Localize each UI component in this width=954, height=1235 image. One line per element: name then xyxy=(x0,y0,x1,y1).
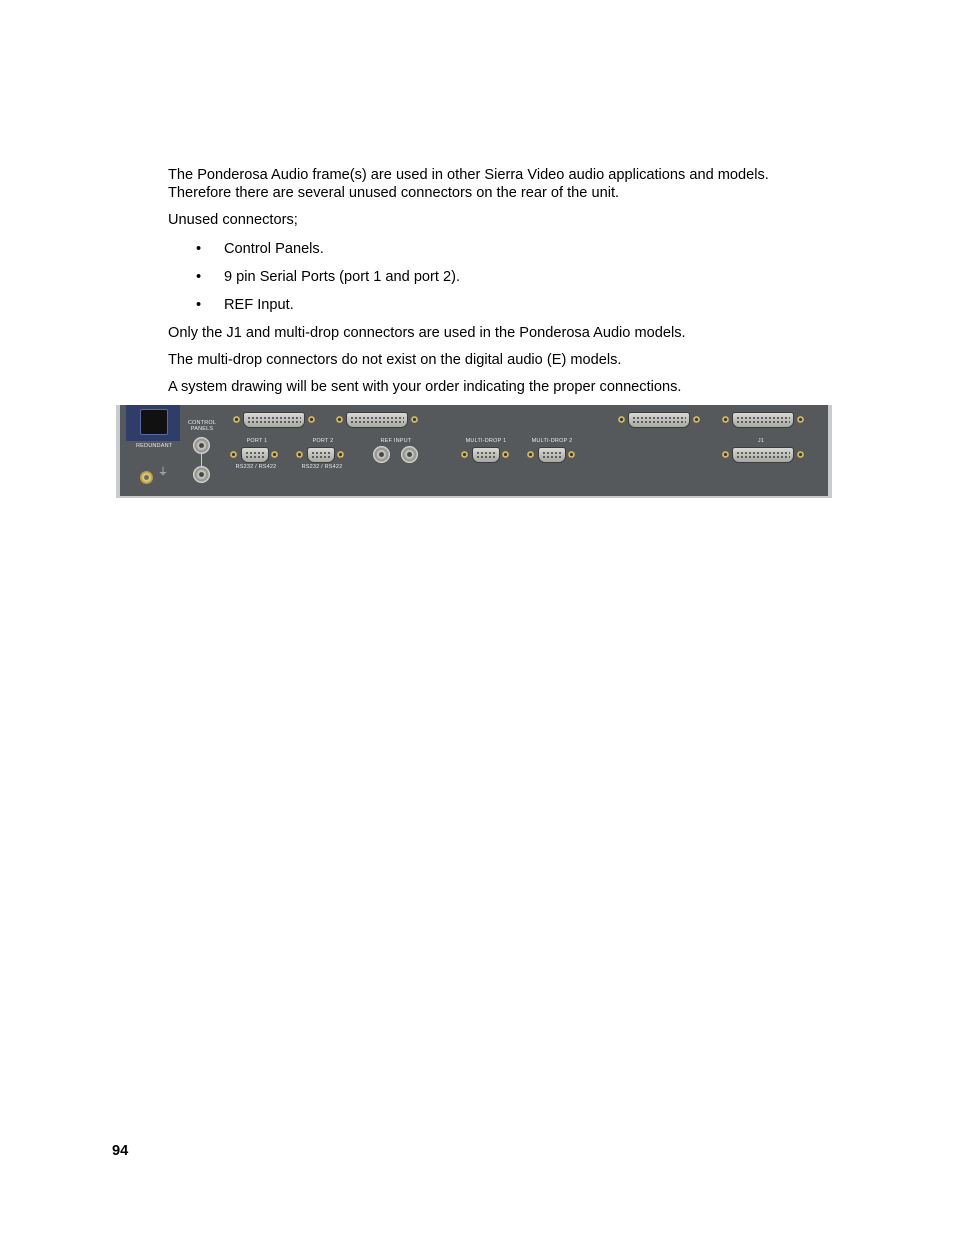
page-number: 94 xyxy=(112,1143,129,1159)
paragraph-digital-models: The multi-drop connectors do not exist on the digital audio (E) models. xyxy=(168,352,622,368)
ground-icon: ⏚ xyxy=(158,467,169,478)
input-connector xyxy=(732,412,794,428)
power-inlet xyxy=(126,405,180,441)
paragraph-system-drawing: A system drawing will be sent with your order indicating the proper connections. xyxy=(168,379,682,395)
j1-label: J1 xyxy=(757,438,765,444)
ground-terminal xyxy=(140,471,153,484)
port2-connector xyxy=(307,447,335,463)
multidrop2-label: MULTI-DROP 2 xyxy=(531,438,573,444)
control-panel-connector xyxy=(193,437,210,454)
bullet-marker: • xyxy=(196,241,202,257)
bullet-ref-input: REF Input. xyxy=(224,297,294,313)
paragraph-intro-line2: Therefore there are several unused connectors on the rear of the unit. xyxy=(168,185,620,201)
ref-input-connector xyxy=(373,446,390,463)
redundant-label: REDUNDANT xyxy=(136,443,173,449)
port2-label: PORT 2 xyxy=(312,438,334,444)
paragraph-intro-line1: The Ponderosa Audio frame(s) are used in other Sierra Video audio applications and models. xyxy=(168,167,769,183)
bullet-serial-ports: 9 pin Serial Ports (port 1 and port 2). xyxy=(224,269,461,285)
paragraph-j1-multidrop: Only the J1 and multi-drop connectors are used in the Ponderosa Audio models. xyxy=(168,325,686,341)
multidrop1-label: MULTI-DROP 1 xyxy=(465,438,507,444)
control-panels-label: CONTROL PANELS xyxy=(187,420,217,432)
rear-panel-image xyxy=(116,405,832,498)
input-connector xyxy=(628,412,690,428)
multidrop2-connector xyxy=(538,447,566,463)
ref-input-connector xyxy=(401,446,418,463)
control-panel-connector xyxy=(193,466,210,483)
paragraph-unused-connectors: Unused connectors; xyxy=(168,212,298,228)
multidrop1-connector xyxy=(472,447,500,463)
input-connector xyxy=(346,412,408,428)
port2-sub-label: RS232 / RS422 xyxy=(301,464,343,470)
bullet-marker: • xyxy=(196,269,202,285)
input-connector xyxy=(243,412,305,428)
port1-label: PORT 1 xyxy=(246,438,268,444)
bullet-control-panels: Control Panels. xyxy=(224,241,324,257)
port1-sub-label: RS232 / RS422 xyxy=(235,464,277,470)
port1-connector xyxy=(241,447,269,463)
j1-connector xyxy=(732,447,794,463)
bullet-marker: • xyxy=(196,297,202,313)
ref-input-label: REF INPUT xyxy=(380,438,412,444)
